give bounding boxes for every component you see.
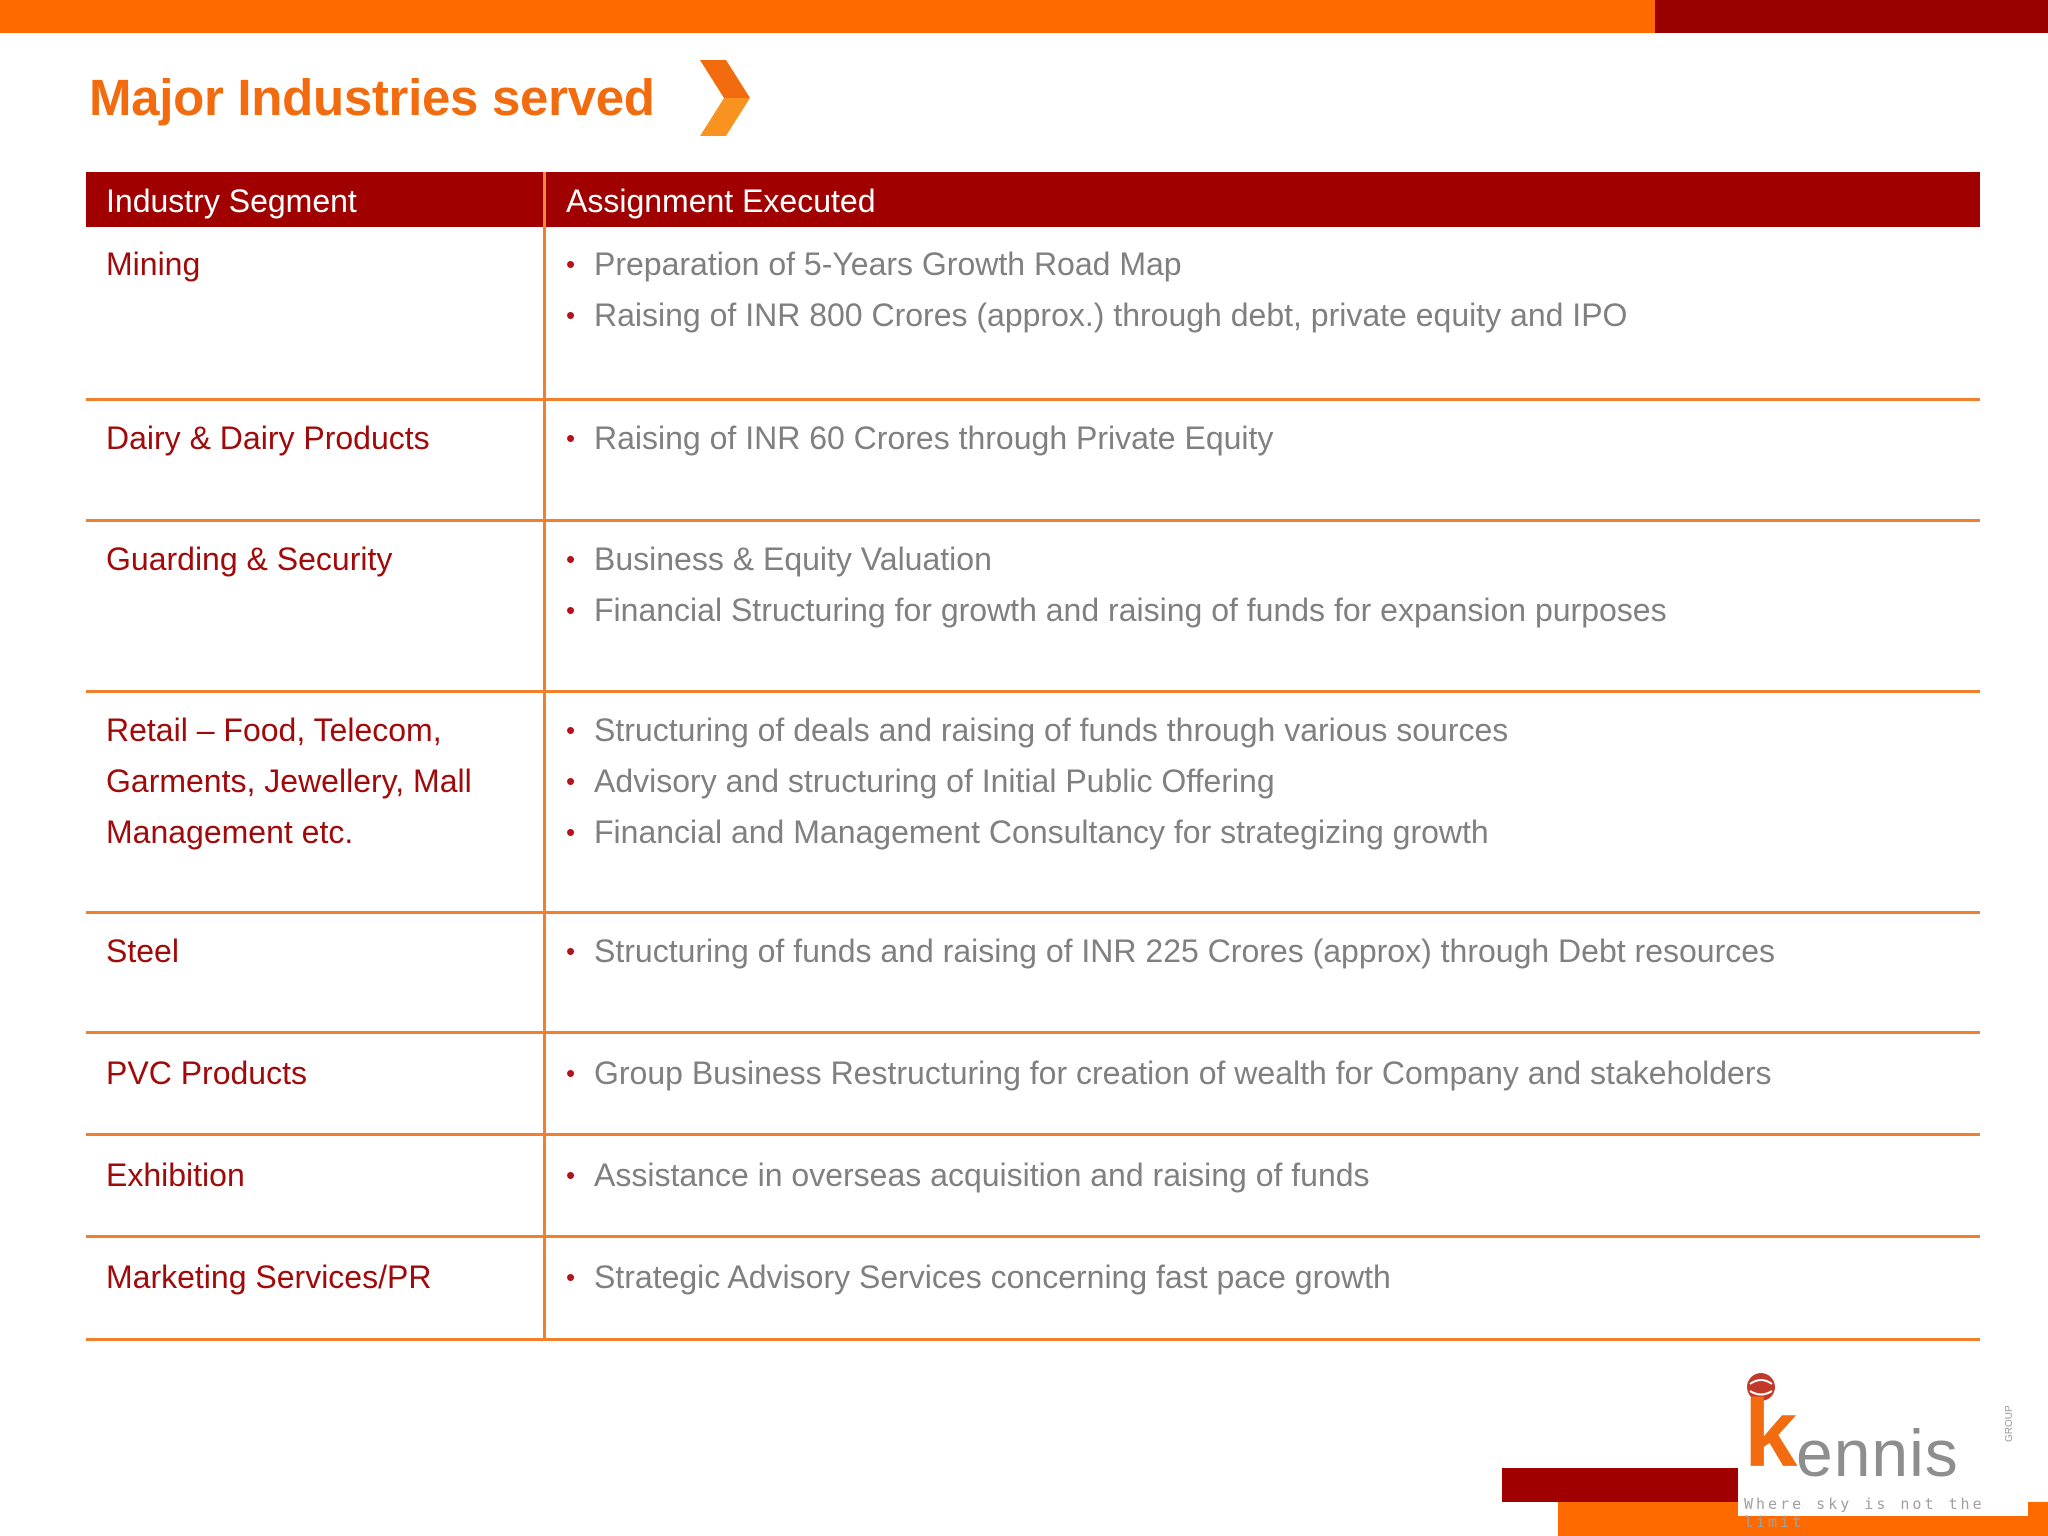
segment-label: Mining: [106, 246, 201, 282]
list-item: • Assistance in overseas acquisition and raising of funds: [566, 1150, 1370, 1201]
segment-cell: [86, 693, 546, 911]
segment-cell: [86, 522, 546, 690]
list-item: • Raising of INR 800 Crores (approx.) through debt, private equity and IPO: [566, 290, 1627, 341]
table-row: [86, 401, 1980, 522]
logo-letter-k: k: [1744, 1380, 1798, 1487]
industries-table: [86, 172, 1980, 1341]
header-divider: [543, 172, 546, 227]
table-row: [86, 914, 1980, 1034]
table-header: [86, 172, 1980, 227]
assignment-list: [566, 534, 1667, 636]
segment-cell: [86, 914, 546, 1031]
segment-label: Marketing Services/PR: [106, 1259, 432, 1295]
segment-label: Steel: [106, 933, 179, 969]
segment-label: PVC Products: [106, 1055, 307, 1091]
assignment-list: [566, 1150, 1370, 1201]
list-item: • Advisory and structuring of Initial Public Offering: [566, 756, 1508, 807]
list-item: • Financial and Management Consultancy for strategizing growth: [566, 807, 1508, 858]
top-accent-bar: [0, 0, 1655, 33]
list-item: • Strategic Advisory Services concerning fast pace growth: [566, 1252, 1391, 1303]
list-item: • Preparation of 5-Years Growth Road Map: [566, 239, 1627, 290]
segment-label: Dairy & Dairy Products: [106, 420, 430, 456]
assignment-list: [566, 413, 1273, 464]
page-title: Major Industries served: [89, 69, 655, 126]
list-item: • Financial Structuring for growth and raising of funds for expansion purposes: [566, 585, 1667, 636]
list-item: • Raising of INR 60 Crores through Private Equity: [566, 413, 1273, 464]
segment-cell: [86, 227, 546, 398]
table-row: [86, 227, 1980, 401]
table-row: [86, 693, 1980, 914]
logo-wordmark: ennis: [1796, 1416, 1959, 1490]
table-row: [86, 1034, 1980, 1136]
assignment-list: [566, 1048, 1771, 1099]
segment-cell: [86, 1034, 546, 1133]
top-accent-bar-dark: [1655, 0, 2048, 33]
assignment-list: [566, 239, 1627, 341]
segment-label: Guarding & Security: [106, 541, 393, 577]
logo-group-label: GROUP: [2004, 1405, 2015, 1442]
list-item: • Business & Equity Valuation: [566, 534, 1667, 585]
assignment-list: [566, 926, 1775, 977]
table-row: [86, 1238, 1980, 1341]
list-item: • Structuring of funds and raising of INR 225 Crores (approx) through Debt resources: [566, 926, 1775, 977]
segment-cell: [86, 401, 546, 519]
list-item: • Structuring of deals and raising of funds through various sources: [566, 705, 1508, 756]
assignment-list: [566, 705, 1508, 858]
header-assignment-executed: Assignment Executed: [566, 183, 876, 219]
segment-label: Retail – Food, Telecom, Garments, Jewellery, Mall Management etc.: [106, 712, 472, 850]
assignment-list: [566, 1252, 1391, 1303]
header-industry-segment: Industry Segment: [106, 183, 357, 219]
list-item: • Group Business Restructuring for creation of wealth for Company and stakeholders: [566, 1048, 1771, 1099]
bottom-accent-bar-dark: [1502, 1468, 1740, 1502]
table-row: [86, 522, 1980, 693]
chevron-right-icon: [694, 56, 754, 140]
logo-tagline: Where sky is not the limit: [1744, 1495, 1985, 1531]
segment-cell: [86, 1238, 546, 1338]
segment-label: Exhibition: [106, 1157, 245, 1193]
table-row: [86, 1136, 1980, 1238]
segment-cell: [86, 1136, 546, 1235]
kennis-group-logo: [1738, 1368, 2028, 1531]
